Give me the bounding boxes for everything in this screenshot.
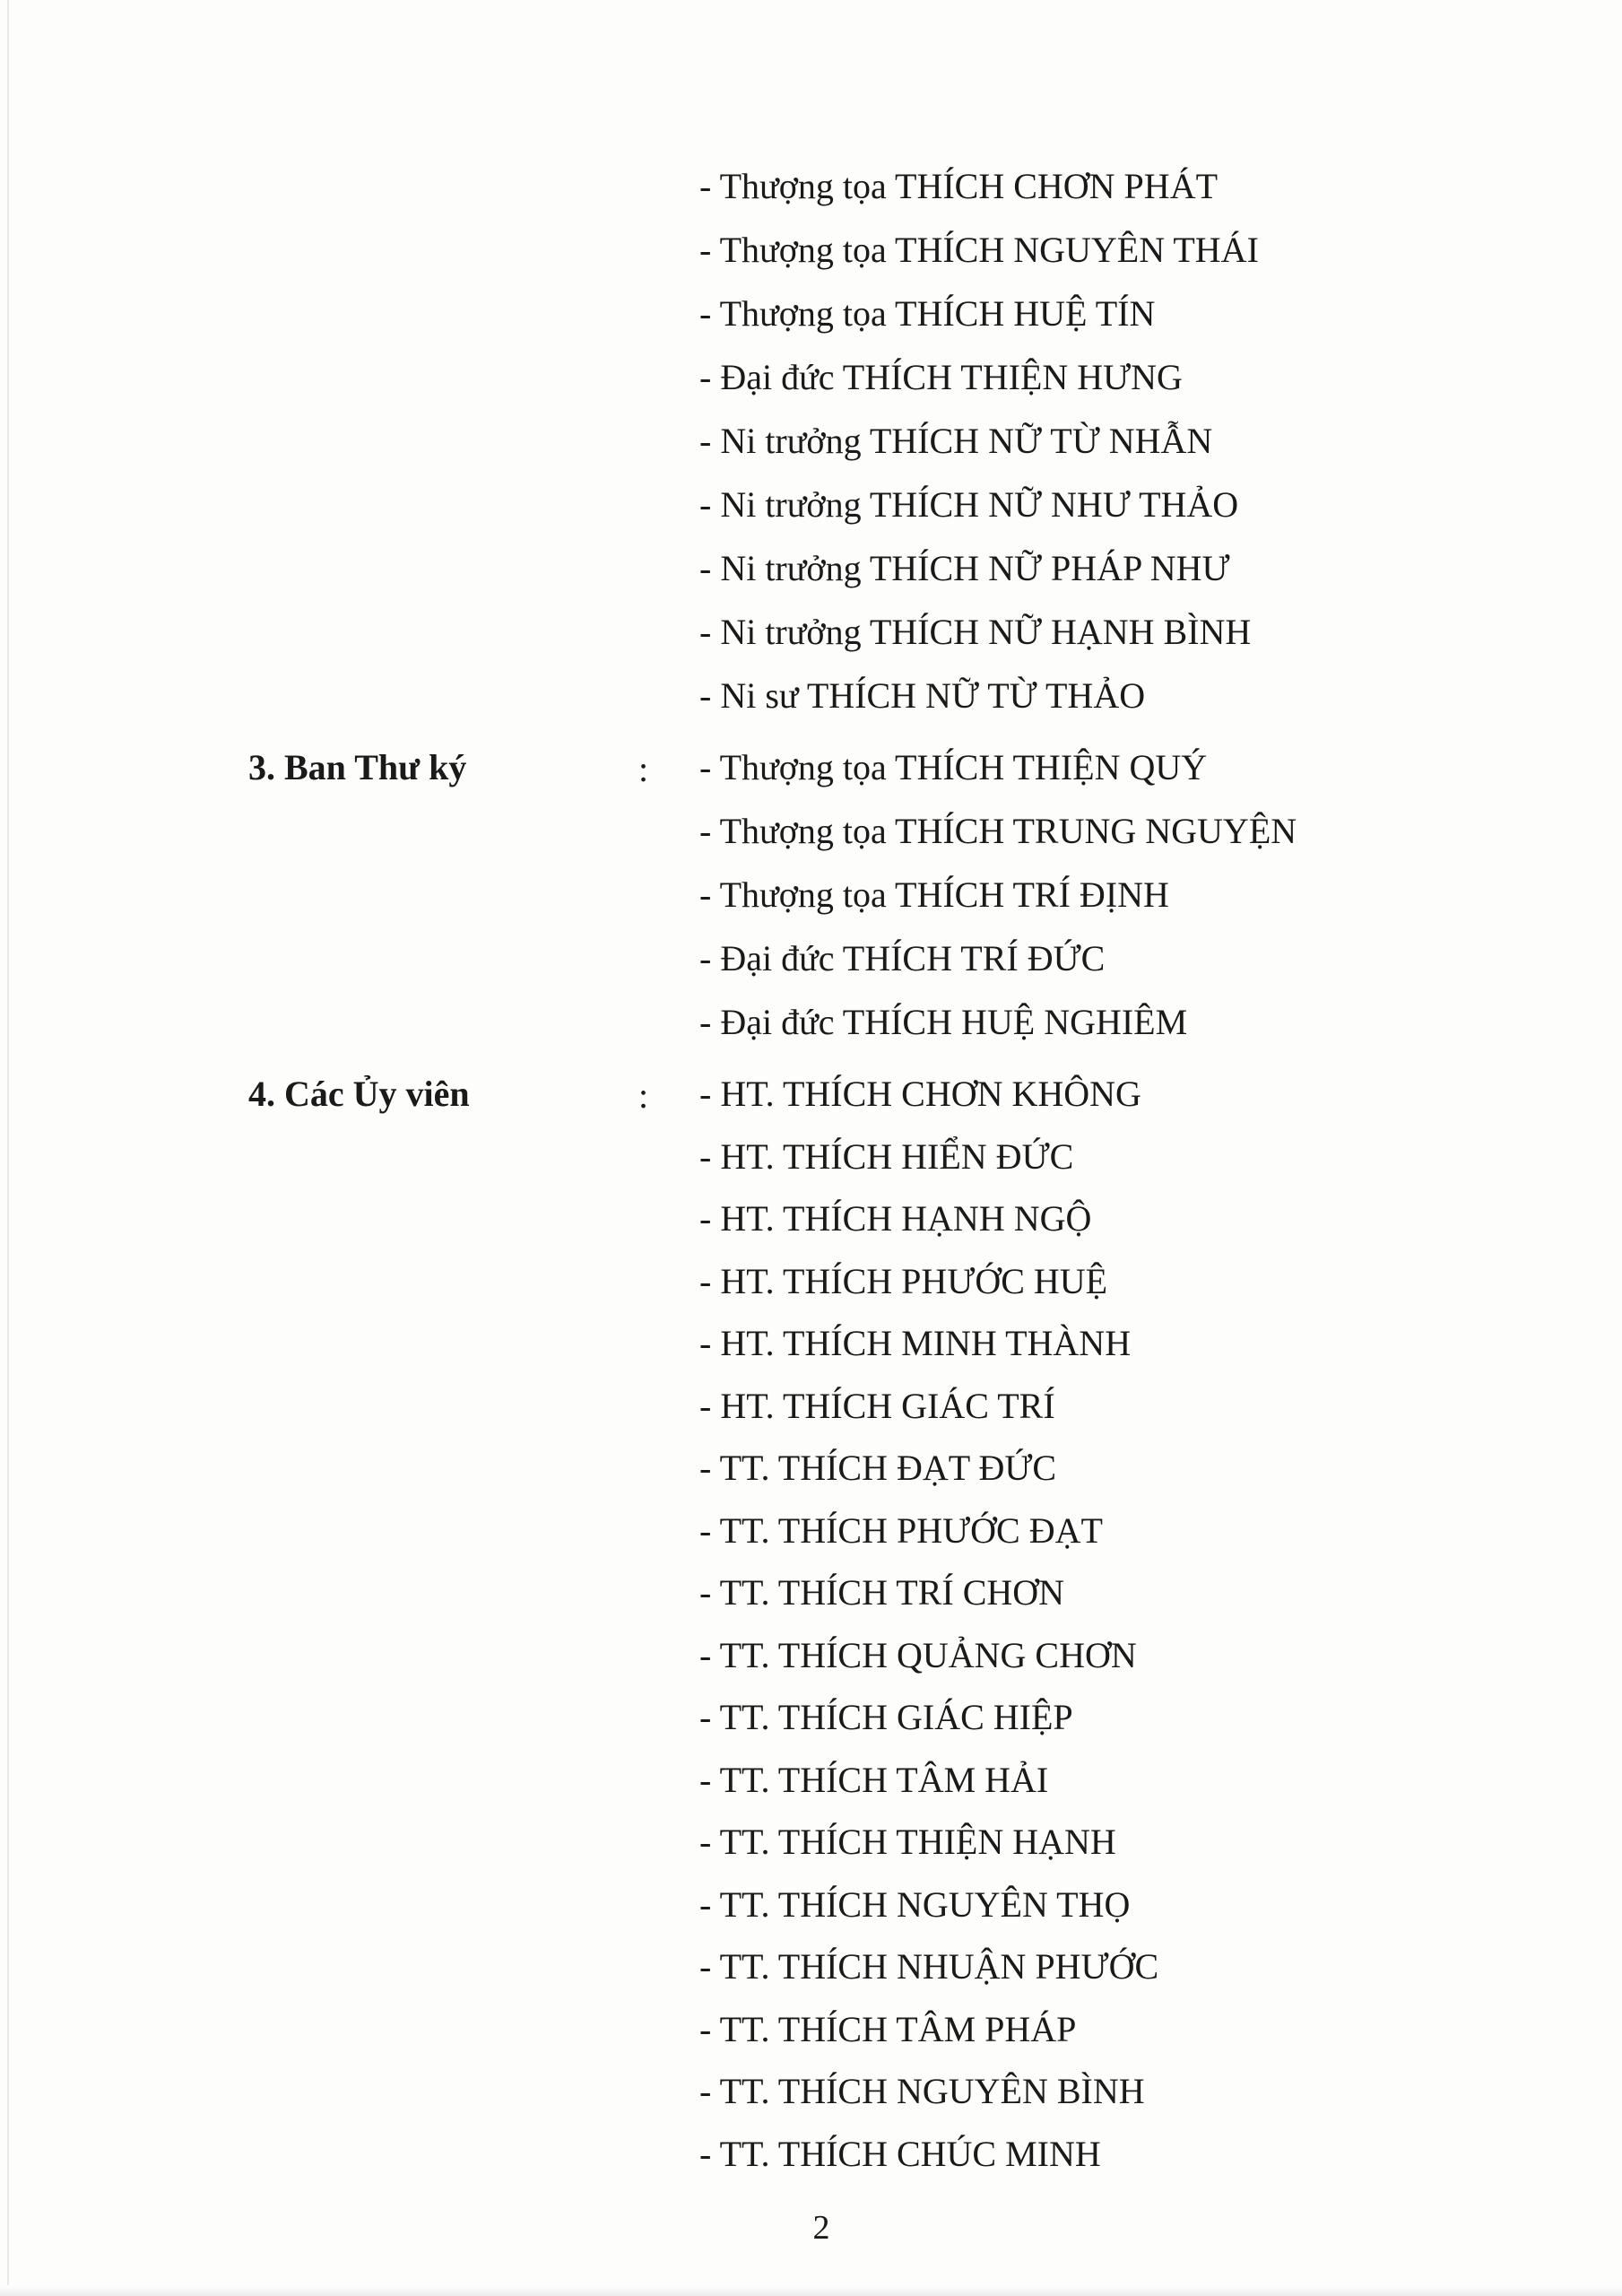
continued-member-6: - Ni trưởng THÍCH NỮ NHƯ THẢO <box>699 484 1239 525</box>
continued-member-2: - Thượng tọa THÍCH NGUYÊN THÁI <box>699 230 1259 270</box>
secretariat-member-4: - Đại đức THÍCH TRÍ ĐỨC <box>699 938 1106 978</box>
continued-member-5: - Ni trưởng THÍCH NỮ TỪ NHẪN <box>699 421 1213 461</box>
commissioner-17: - TT. THÍCH NGUYÊN BÌNH <box>699 2071 1145 2111</box>
section-secretariat-label: 3. Ban Thư ký <box>248 747 467 787</box>
continued-member-9: - Ni sư THÍCH NỮ TỪ THẢO <box>699 675 1146 716</box>
commissioner-18: - TT. THÍCH CHÚC MINH <box>699 2134 1101 2174</box>
commissioner-13: - TT. THÍCH THIỆN HẠNH <box>699 1822 1116 1862</box>
section-commissioners-label: 4. Các Ủy viên <box>248 1074 470 1114</box>
commissioner-6: - HT. THÍCH GIÁC TRÍ <box>699 1386 1055 1426</box>
commissioner-3: - HT. THÍCH HẠNH NGỘ <box>699 1198 1092 1239</box>
commissioner-16: - TT. THÍCH TÂM PHÁP <box>699 2009 1077 2049</box>
commissioner-9: - TT. THÍCH TRÍ CHƠN <box>699 1572 1065 1613</box>
secretariat-member-2: - Thượng tọa THÍCH TRUNG NGUYỆN <box>699 811 1297 851</box>
section-secretariat-colon: : <box>638 749 649 789</box>
secretariat-member-5: - Đại đức THÍCH HUỆ NGHIÊM <box>699 1002 1188 1042</box>
continued-member-4: - Đại đức THÍCH THIỆN HƯNG <box>699 357 1183 397</box>
commissioner-10: - TT. THÍCH QUẢNG CHƠN <box>699 1635 1137 1675</box>
section-commissioners-colon: : <box>638 1075 649 1116</box>
secretariat-member-1: - Thượng tọa THÍCH THIỆN QUÝ <box>699 747 1208 787</box>
commissioner-15: - TT. THÍCH NHUẬN PHƯỚC <box>699 1946 1159 1987</box>
commissioner-5: - HT. THÍCH MINH THÀNH <box>699 1323 1132 1363</box>
continued-member-8: - Ni trưởng THÍCH NỮ HẠNH BÌNH <box>699 612 1252 652</box>
commissioner-2: - HT. THÍCH HIỂN ĐỨC <box>699 1136 1074 1177</box>
continued-member-1: - Thượng tọa THÍCH CHƠN PHÁT <box>699 166 1219 206</box>
continued-member-3: - Thượng tọa THÍCH HUỆ TÍN <box>699 293 1156 334</box>
page-number: 2 <box>812 2209 830 2247</box>
continued-member-7: - Ni trưởng THÍCH NỮ PHÁP NHƯ <box>699 548 1230 588</box>
commissioner-8: - TT. THÍCH PHƯỚC ĐẠT <box>699 1510 1103 1551</box>
commissioner-4: - HT. THÍCH PHƯỚC HUỆ <box>699 1261 1108 1301</box>
secretariat-member-3: - Thượng tọa THÍCH TRÍ ĐỊNH <box>699 874 1169 915</box>
commissioner-12: - TT. THÍCH TÂM HẢI <box>699 1760 1049 1800</box>
commissioner-7: - TT. THÍCH ĐẠT ĐỨC <box>699 1448 1057 1488</box>
commissioner-14: - TT. THÍCH NGUYÊN THỌ <box>699 1884 1131 1925</box>
scan-edge <box>7 0 9 2296</box>
commissioner-1: - HT. THÍCH CHƠN KHÔNG <box>699 1074 1141 1114</box>
commissioner-11: - TT. THÍCH GIÁC HIỆP <box>699 1697 1073 1737</box>
scan-edge-bottom <box>0 2285 1622 2296</box>
